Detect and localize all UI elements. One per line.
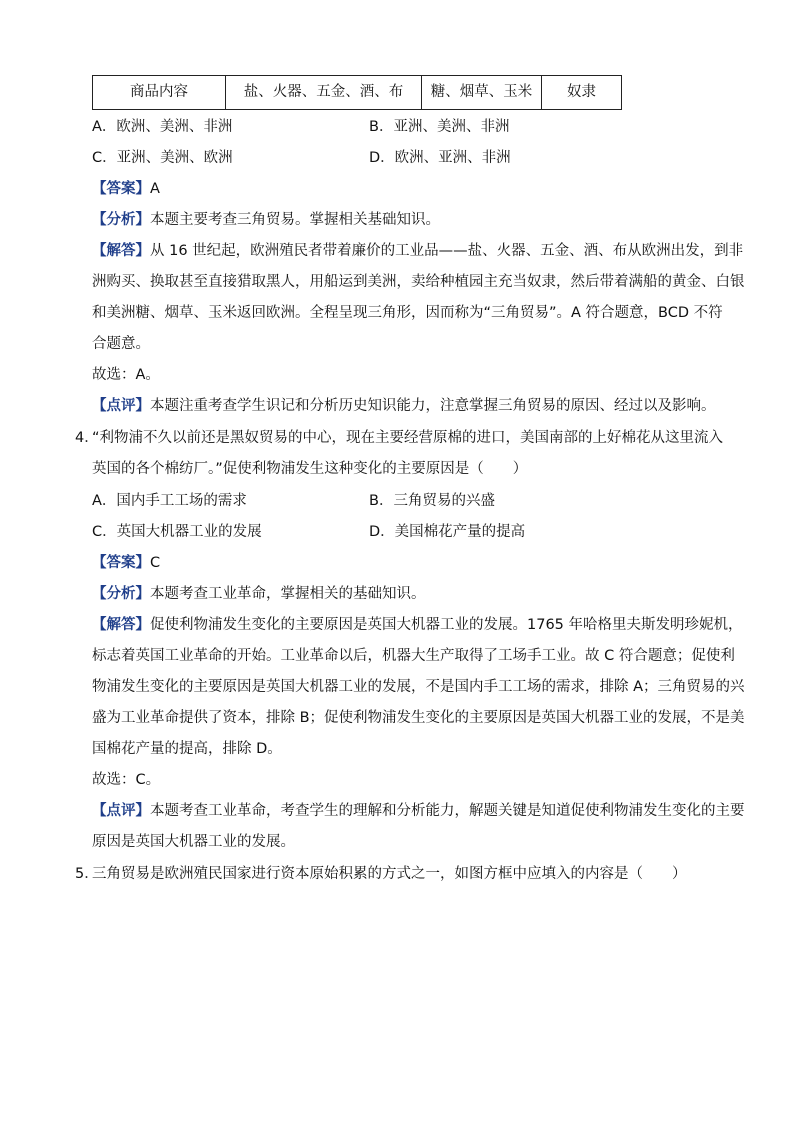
q4-solution-line [92, 615, 743, 635]
q3-choose: 故选：A。 [92, 367, 160, 383]
solution-tag: 【解答】 [92, 617, 150, 633]
comment-tag: 【点评】 [92, 398, 150, 414]
q4-solution-line: 盛为工业革命提供了资本，排除 B；促使利物浦发生变化的主要原因是英国大机器工业的发展，不是美 [92, 710, 745, 726]
q3-option-d[interactable]: D．欧洲、亚洲、非洲 [369, 150, 511, 166]
q4-analysis [92, 584, 426, 604]
q4-number: 4． [75, 430, 99, 446]
solution-tag: 【解答】 [92, 243, 150, 259]
q3-answer [92, 179, 160, 199]
q3-solution-line: 合题意。 [92, 336, 150, 352]
q4-comment [92, 801, 745, 821]
q4-solution-line: 物浦发生变化的主要原因是英国大机器工业的发展，不是国内手工工场的需求，排除 A；三角贸易的兴 [92, 679, 745, 695]
answer-tag: 【答案】 [92, 555, 150, 571]
q5-stem: 三角贸易是欧洲殖民国家进行资本原始积累的方式之一，如图方框中应填入的内容是（ ） [92, 866, 687, 882]
table-cell: 商品内容 [93, 76, 226, 110]
solution-text: 从 16 世纪起，欧洲殖民者带着廉价的工业品——盐、火器、五金、酒、布从欧洲出发，到非 [150, 243, 744, 259]
q4-answer [92, 553, 160, 573]
table-cell: 糖、烟草、玉米 [422, 76, 542, 110]
solution-text: 促使利物浦发生变化的主要原因是英国大机器工业的发展。1765 年哈格里夫斯发明珍妮机， [150, 617, 743, 633]
comment-text: 本题考查工业革命，考查学生的理解和分析能力，解题关键是知道促使利物浦发生变化的主要 [150, 803, 745, 819]
q3-option-b[interactable]: B．亚洲、美洲、非洲 [369, 119, 510, 135]
analysis-tag: 【分析】 [92, 212, 150, 228]
q3-analysis [92, 210, 440, 230]
analysis-text: 本题主要考查三角贸易。掌握相关基础知识。 [150, 212, 440, 228]
comment-tag: 【点评】 [92, 803, 150, 819]
answer-value: A [150, 181, 160, 197]
q3-option-c[interactable]: C．亚洲、美洲、欧洲 [92, 150, 233, 166]
q3-solution-line: 洲购买、换取甚至直接猎取黑人，用船运到美洲，卖给种植园主充当奴隶，然后带着满船的黄金、白银 [92, 274, 745, 290]
q3-solution-line [92, 241, 743, 261]
q4-solution-line: 标志着英国工业革命的开始。工业革命以后，机器大生产取得了工场手工业。故 C 符合题意；促使利 [92, 648, 735, 664]
q4-choose: 故选：C。 [92, 772, 161, 788]
analysis-text: 本题考查工业革命，掌握相关的基础知识。 [150, 586, 426, 602]
goods-table [92, 75, 622, 110]
q3-comment [92, 396, 716, 416]
q4-option-c[interactable]: C．英国大机器工业的发展 [92, 524, 262, 540]
q3-solution-line: 和美洲糖、烟草、玉米返回欧洲。全程呈现三角形，因而称为“三角贸易”。A 符合题意，BCD 不符 [92, 305, 723, 321]
q4-option-b[interactable]: B．三角贸易的兴盛 [369, 493, 495, 509]
q5-number: 5． [75, 866, 99, 882]
table-row [93, 76, 622, 110]
table-cell: 盐、火器、五金、酒、布 [226, 76, 422, 110]
q4-comment-line: 原因是英国大机器工业的发展。 [92, 834, 295, 850]
q4-option-a[interactable]: A．国内手工工场的需求 [92, 493, 247, 509]
table-cell: 奴隶 [542, 76, 622, 110]
analysis-tag: 【分析】 [92, 586, 150, 602]
q4-solution-line: 国棉花产量的提高，排除 D。 [92, 741, 282, 757]
q4-option-d[interactable]: D．美国棉花产量的提高 [369, 524, 526, 540]
answer-tag: 【答案】 [92, 181, 150, 197]
comment-text: 本题注重考查学生识记和分析历史知识能力，注意掌握三角贸易的原因、经过以及影响。 [150, 398, 716, 414]
q4-stem-line: “利物浦不久以前还是黑奴贸易的中心，现在主要经营原棉的进口，美国南部的上好棉花从这里流入 [92, 430, 724, 446]
q4-stem-line: 英国的各个棉纺厂。”促使利物浦发生这种变化的主要原因是（ ） [92, 461, 528, 477]
answer-value: C [150, 555, 161, 571]
q3-option-a[interactable]: A．欧洲、美洲、非洲 [92, 119, 233, 135]
